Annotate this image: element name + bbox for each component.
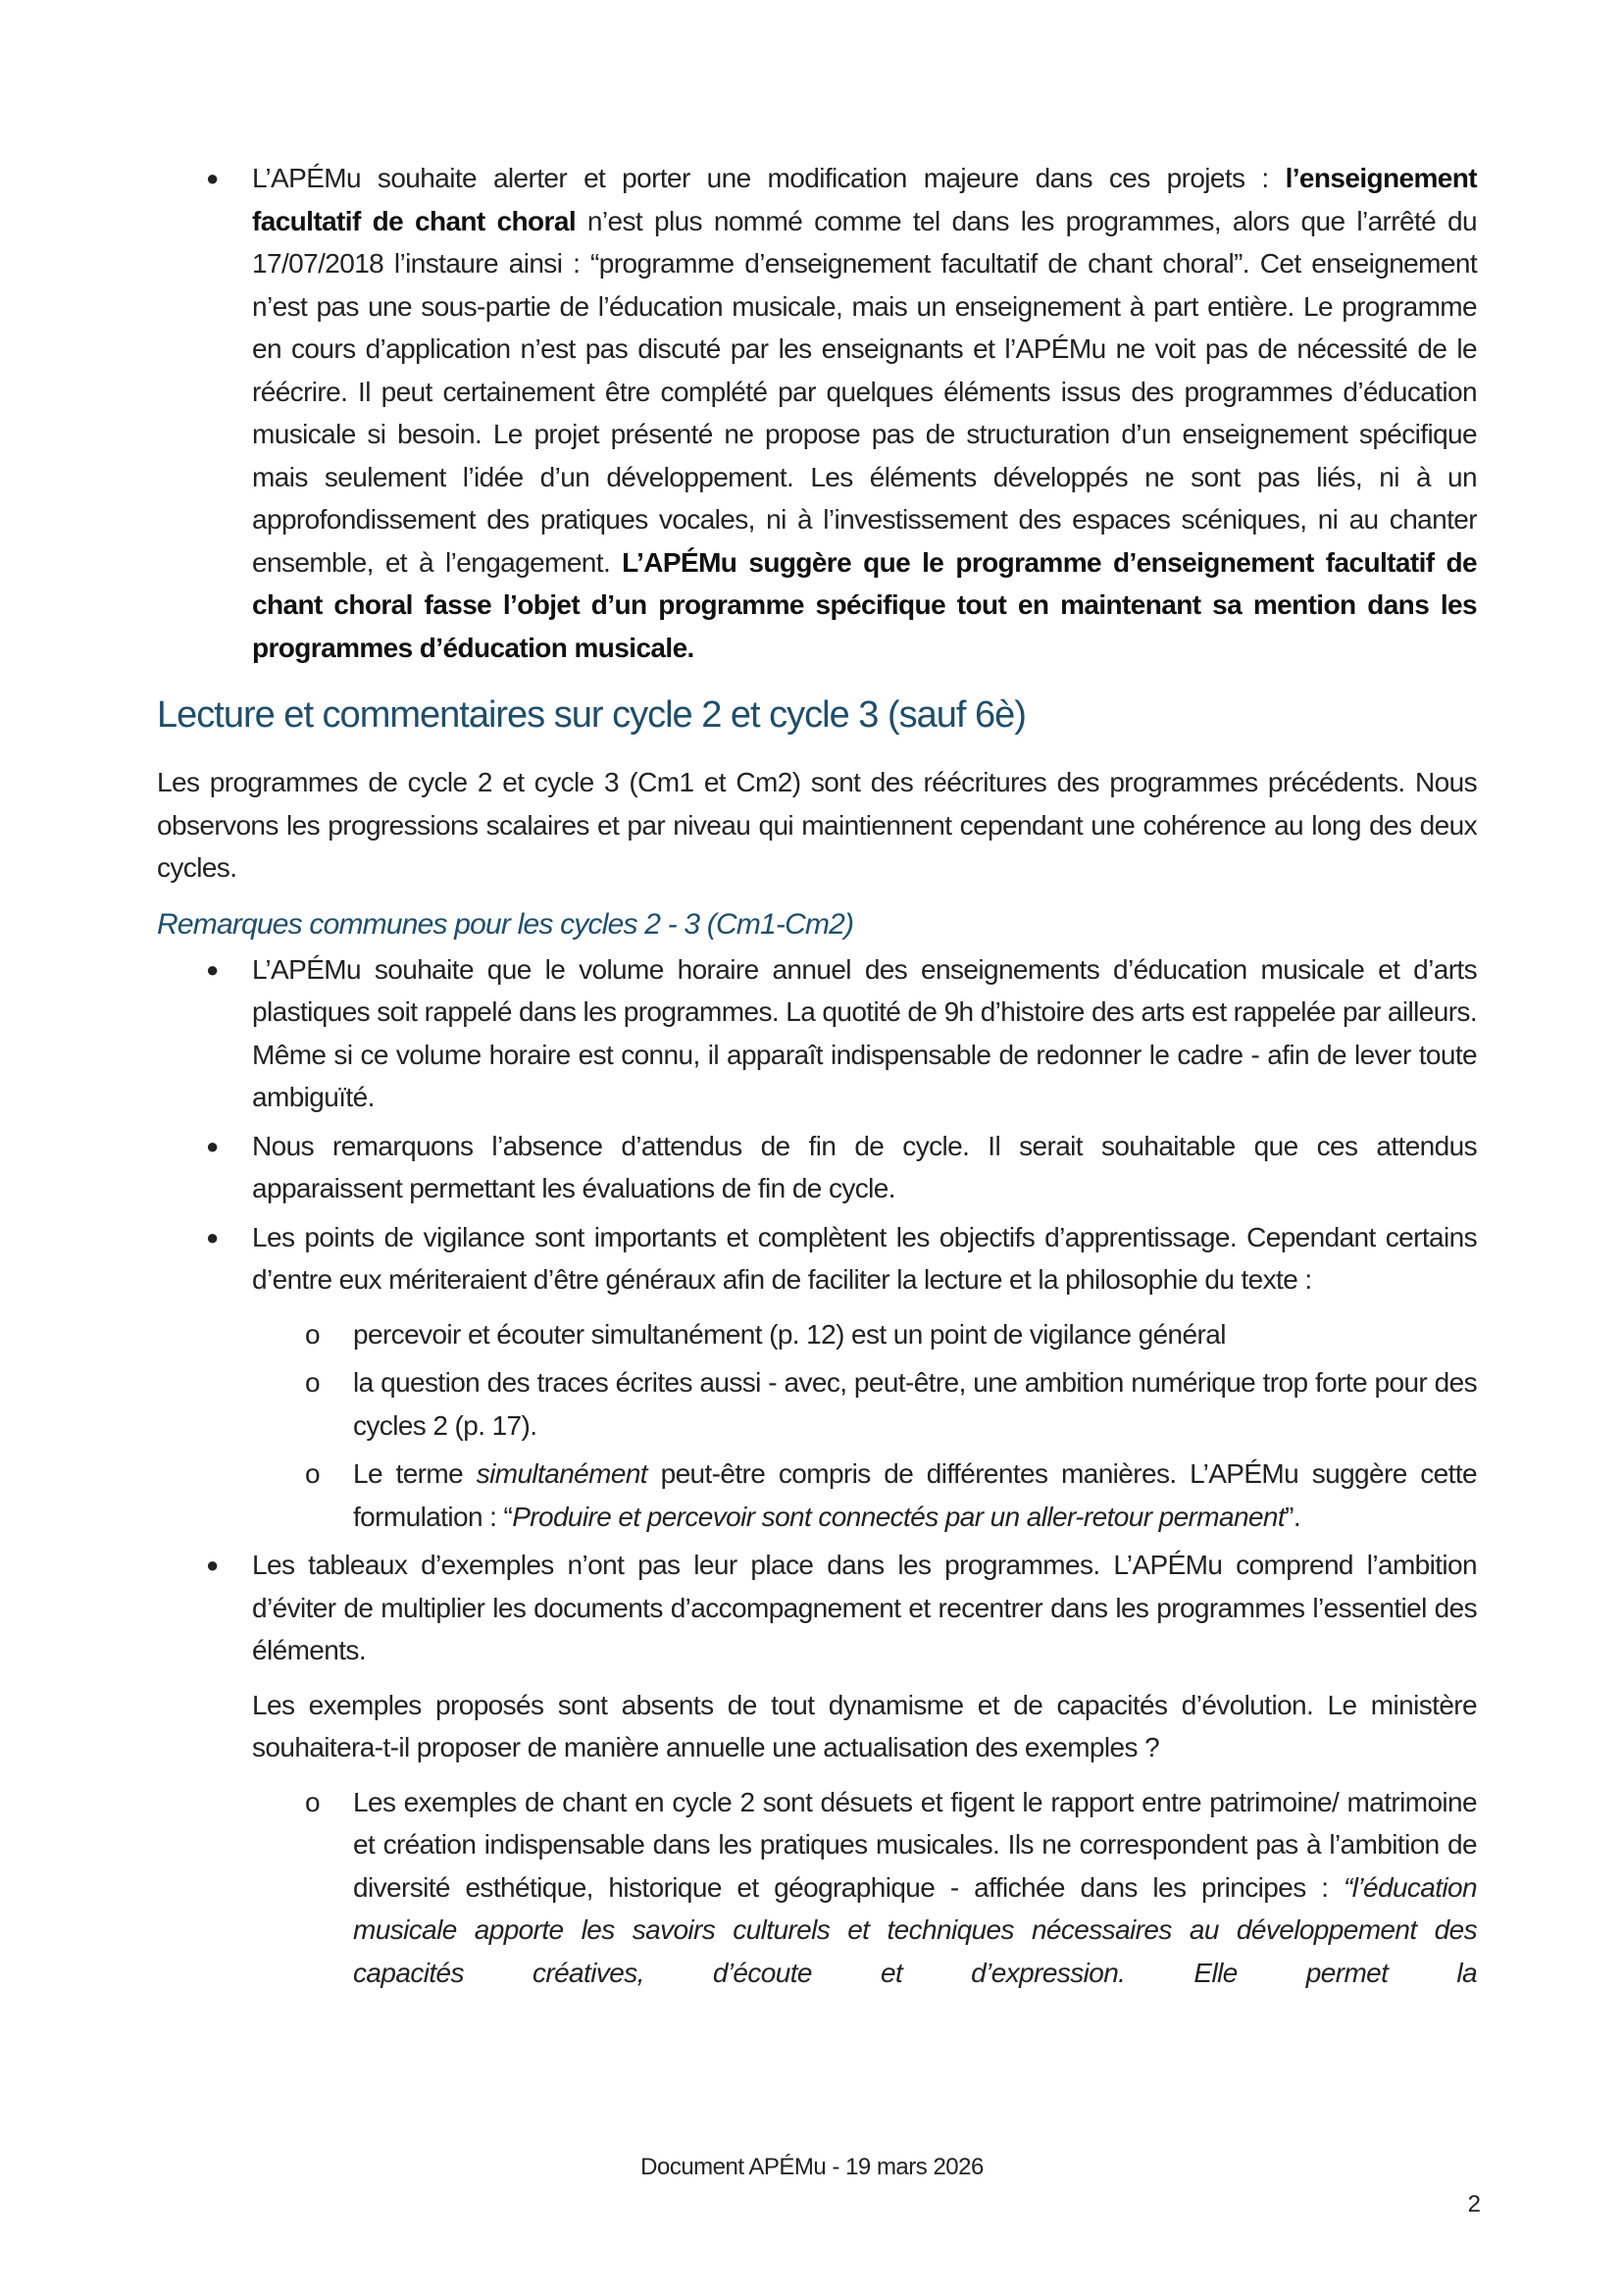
bold-recommendation: L’APÉMu suggère que le programme d’enseignement facultatif de chant choral fasse l’objet d’un programme spécifique tout en maintenant sa mention dans les programmes d’éducation musicale. — [252, 546, 1477, 663]
bullet-icon: ● — [206, 166, 219, 190]
sub-list-item — [157, 1453, 1477, 1538]
sub-item-text: ”. — [1285, 1501, 1300, 1532]
bullet-icon: ● — [206, 1224, 219, 1249]
sub-bullet-icon: o — [305, 1786, 320, 1817]
italic-quote: “l’éducation musicale apporte les savoirs culturels et techniques nécessaires au développement des capacités créatives, d’écoute et d’expression. Elle permet la — [353, 1871, 1477, 1988]
sub-item-text: percevoir et écouter simultanément (p. 12) est un point de vigilance général — [353, 1318, 1226, 1350]
bullet-icon: ● — [206, 956, 219, 982]
page-footer: Document APÉMu - 19 mars 2026 — [640, 2154, 984, 2180]
sub-item-text: Le terme — [353, 1458, 477, 1489]
bullet-text: Nous remarquons l’absence d’attendus de fin de cycle. Il serait souhaitable que ces attendus apparaissent permettant les évaluations de fin de cycle. — [252, 1130, 1477, 1203]
italic-term: simultanément — [476, 1458, 647, 1489]
bullet-text: Les tableaux d’exemples n’ont pas leur place dans les programmes. L’APÉMu comprend l’ambition d’éviter de multiplier les documents d’accompagnement et recentrer dans les programmes l’essentiel des éléments. — [252, 1550, 1477, 1665]
bullet-text: Les points de vigilance sont importants et complètent les objectifs d’apprentissage. Cependant certains d’entre eux mériteraient d’être généraux afin de faciliter la lecture et la philosophie du texte : — [252, 1221, 1477, 1295]
section-intro-paragraph: Les programmes de cycle 2 et cycle 3 (Cm1 et Cm2) sont des réécritures des programmes précédents. Nous observons les progressions scalaires et par niveau qui maintiennent cependant une cohérence au long des deux cycles. — [157, 767, 1477, 883]
document-page — [157, 157, 1477, 1994]
sub-bullet-icon: o — [305, 1318, 320, 1350]
sub-list-item — [157, 1781, 1477, 1995]
list-item-chant-choral — [157, 157, 1477, 669]
bullet-continuation — [157, 1684, 1477, 1769]
page-number: 2 — [1467, 2191, 1481, 2218]
bullet-text: L’APÉMu souhaite alerter et porter une modification majeure dans ces projets : — [252, 163, 1286, 193]
sub-item-text: la question des traces écrites aussi - avec, peut-être, une ambition numérique trop forte pour des cycles 2 (p. 17). — [353, 1367, 1477, 1441]
italic-quote: Produire et percevoir sont connectés par un aller-retour permanent — [512, 1501, 1286, 1532]
bold-text: l’enseignement facultatif de chant choral — [252, 163, 1477, 236]
list-item-tableaux-exemples — [157, 1544, 1477, 1672]
sub-item-text: peut-être compris de différentes manières. L’APÉMu suggère cette formulation : “ — [353, 1458, 1477, 1532]
sub-bullet-icon: o — [305, 1367, 320, 1398]
bullet-text: L’APÉMu souhaite que le volume horaire annuel des enseignements d’éducation musicale et d’arts plastiques soit rappelé dans les programmes. La quotité de 9h d’histoire des arts est rappelée par ailleurs. Même si ce volume horaire est connu, il apparaît indispensable de redonner le cadre - afin de lever toute ambiguïté. — [252, 953, 1477, 1112]
section-heading: Lecture et commentaires sur cycle 2 et cycle 3 (sauf 6è) — [157, 694, 1026, 736]
sub-list-item — [157, 1361, 1477, 1447]
sub-bullet-icon: o — [305, 1458, 320, 1489]
bullet-text: Les exemples proposés sont absents de tout dynamisme et de capacités d’évolution. Le ministère souhaitera-t-il proposer de manière annuelle une actualisation des exemples ? — [252, 1689, 1477, 1762]
list-item-attendus — [157, 1125, 1477, 1210]
sub-item-text: Les exemples de chant en cycle 2 sont désuets et figent le rapport entre patrimoine/ matrimoine et création indispensable dans les pratiques musicales. Ils ne correspondent pas à l’ambition de diversité esthétique, historique et géographique - affichée dans les principes : — [353, 1786, 1477, 1903]
bullet-text: n’est plus nommé comme tel dans les programmes, alors que l’arrêté du 17/07/2018 l’instaure ainsi : “programme d’enseignement facultatif de chant choral”. Cet enseignement n’est pas une sous-partie de l’éducation musicale, mais un enseignement à part entière. Le programme en cours d’application n’est pas discuté par les enseignants et l’APÉMu ne voit pas de nécessité de le réécrire. Il peut certainement être complété par quelques éléments issus des programmes d’éducation musicale si besoin. Le projet présenté ne propose pas de structuration d’un enseignement spécifique mais seulement l’idée d’un développement. Les éléments développés ne sont pas liés, ni à un approfondissement des pratiques vocales, ni à l’investissement des espaces scéniques, ni au chanter ensemble, et à l’engagement. — [252, 205, 1477, 578]
subsection-heading: Remarques communes pour les cycles 2 - 3 (Cm1-Cm2) — [157, 907, 854, 941]
bullet-icon: ● — [206, 1133, 219, 1158]
bullet-icon: ● — [206, 1553, 219, 1577]
sub-list-item — [157, 1313, 1477, 1356]
list-item-vigilance — [157, 1216, 1477, 1301]
list-item-volume-horaire — [157, 948, 1477, 1119]
